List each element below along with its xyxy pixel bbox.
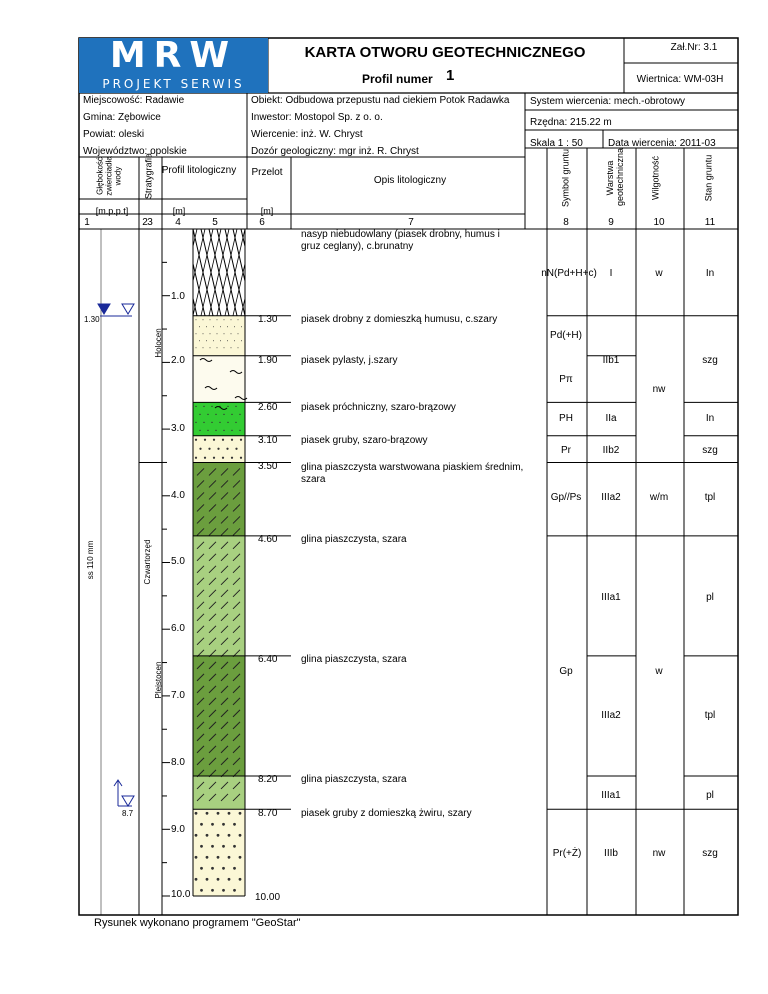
dot-mark xyxy=(227,340,228,341)
dot-mark xyxy=(200,867,203,870)
hatch-line xyxy=(281,229,301,316)
col-przelot: Przelot xyxy=(251,167,283,178)
dot-mark xyxy=(228,856,231,859)
layer-state: szg xyxy=(702,848,718,859)
dot-mark xyxy=(210,319,211,320)
hatch-line xyxy=(281,229,301,316)
layer-state: pl xyxy=(706,592,714,603)
dot-mark xyxy=(223,430,224,431)
layer-state: szg xyxy=(702,445,718,456)
hatch-line xyxy=(169,229,189,316)
profile-label: Profil numer xyxy=(362,72,433,86)
elevation: Rzędna: 215.22 m xyxy=(530,117,612,128)
dot-mark xyxy=(238,319,239,320)
hatch-line xyxy=(257,229,277,316)
layer-state: tpl xyxy=(704,710,716,721)
dot-mark xyxy=(195,856,198,859)
dot-mark xyxy=(203,333,204,334)
hatch-line xyxy=(161,229,181,316)
dot-mark xyxy=(227,406,228,407)
col-depth-water: Głębokość zwierciadła wody xyxy=(95,156,123,196)
page-title: KARTA OTWORU GEOTECHNICZNEGO xyxy=(304,44,586,61)
layer-geotech: IIb1 xyxy=(602,355,620,366)
dot-mark xyxy=(239,414,240,415)
layer-symbol: PH xyxy=(559,413,573,424)
dot-mark xyxy=(222,823,225,826)
dot-mark xyxy=(204,439,206,441)
dot-mark xyxy=(200,845,203,848)
voivodeship: Województwo: opolskie xyxy=(83,146,187,157)
object: Obiekt: Odbudowa przepustu nad ciekiem Potok Radawka xyxy=(251,95,510,106)
dot-mark xyxy=(199,430,200,431)
layer-description: piasek drobny z domieszką humusu, c.szary xyxy=(301,314,498,325)
borehole-rig: Wiertnica: WM-03H xyxy=(636,74,724,85)
dot-mark xyxy=(233,867,236,870)
layer-geotech: IIa xyxy=(605,413,617,424)
dot-mark xyxy=(222,457,224,459)
dot-mark xyxy=(207,414,208,415)
unit-mppt: [m.p.p.t] xyxy=(95,206,129,216)
dot-mark xyxy=(231,319,232,320)
water-triangle-open xyxy=(122,796,134,806)
layer-depth: 8.70 xyxy=(258,808,278,819)
layer-description: glina piaszczysta, szara xyxy=(301,534,407,545)
col-layer: Warstwa geotechniczna xyxy=(605,147,625,206)
dot-mark xyxy=(220,326,221,327)
dot-mark xyxy=(222,845,225,848)
lithology-fill xyxy=(193,809,245,896)
mrw-logo xyxy=(79,35,268,93)
dot-mark xyxy=(211,422,212,423)
strat-czwartorzed: Czwartorzęd xyxy=(143,539,152,585)
hatch-line xyxy=(273,229,293,316)
dot-mark xyxy=(213,457,215,459)
dot-mark xyxy=(231,430,232,431)
scale-tick: 7.0 xyxy=(171,690,185,701)
layer-state: In xyxy=(705,268,715,279)
dot-mark xyxy=(195,422,196,423)
hatch-line xyxy=(153,229,173,316)
dot-mark xyxy=(217,347,218,348)
dot-mark xyxy=(199,414,200,415)
layer-depth: 4.60 xyxy=(258,534,278,545)
dot-mark xyxy=(228,812,231,815)
lithology-fill xyxy=(193,656,245,776)
dot-mark xyxy=(239,856,242,859)
scale: Skala 1 : 50 xyxy=(530,138,583,149)
layer-moisture: w xyxy=(655,268,663,279)
dot-mark xyxy=(233,823,236,826)
scale-tick: 2.0 xyxy=(171,355,185,366)
lithology-fill xyxy=(193,776,245,809)
scale-tick: 4.0 xyxy=(171,490,185,501)
dot-mark xyxy=(213,439,215,441)
strat-plejstocen: Plejstocen xyxy=(154,661,163,699)
dot-mark xyxy=(239,812,242,815)
layer-depth: 2.60 xyxy=(258,402,278,413)
layer-moisture: nw xyxy=(652,848,666,859)
col-symbol: Symbol gruntu xyxy=(560,148,571,208)
dot-mark xyxy=(206,878,209,881)
layer-description: glina piaszczysta, szara xyxy=(301,774,407,785)
dot-mark xyxy=(231,439,233,441)
col-number: 7 xyxy=(408,217,414,228)
county: Powiat: oleski xyxy=(83,129,145,140)
water-level-1: 1.30 xyxy=(84,315,100,324)
hatch-line xyxy=(153,229,173,316)
dot-mark xyxy=(235,406,236,407)
layer-description: piasek pylasty, j.szary xyxy=(301,355,398,366)
col-profile: Profil litologiczny xyxy=(161,165,237,176)
dot-mark xyxy=(217,333,218,334)
commune: Gmina: Zębowice xyxy=(83,112,161,123)
logo-subtext: PROJEKT SERWIS xyxy=(102,77,245,91)
scale-tick: 3.0 xyxy=(171,423,185,434)
dot-mark xyxy=(223,414,224,415)
scale-tick: 1.0 xyxy=(171,291,185,302)
drilling-date: Data wiercenia: 2011-03 xyxy=(608,138,716,149)
hatch-line xyxy=(257,229,277,316)
dot-mark xyxy=(211,406,212,407)
dot-mark xyxy=(211,889,214,892)
dot-mark xyxy=(217,878,220,881)
investor: Inwestor: Mostopol Sp. z o. o. xyxy=(251,112,383,123)
layer-moisture: w/m xyxy=(649,492,669,503)
dot-mark xyxy=(235,448,237,450)
dot-mark xyxy=(200,823,203,826)
scale-tick: 5.0 xyxy=(171,556,185,567)
dot-mark xyxy=(200,889,203,892)
layer-symbol: Gp//Ps xyxy=(550,492,582,503)
dot-mark xyxy=(217,834,220,837)
dot-mark xyxy=(240,457,242,459)
dot-mark xyxy=(222,867,225,870)
layer-depth: 8.20 xyxy=(258,774,278,785)
dot-mark xyxy=(196,319,197,320)
dot-mark xyxy=(228,834,231,837)
col-number: 4 xyxy=(175,217,181,228)
dot-mark xyxy=(222,889,225,892)
lithology-fill xyxy=(193,536,245,656)
scale-tick: 9.0 xyxy=(171,824,185,835)
lithology-fill xyxy=(193,402,245,435)
layer-geotech: IIIa2 xyxy=(601,492,621,503)
dot-mark xyxy=(210,347,211,348)
dot-mark xyxy=(199,448,201,450)
col-moisture: Wilgotność xyxy=(650,155,661,201)
dot-mark xyxy=(239,430,240,431)
unit-profile: [m] xyxy=(172,206,186,216)
layer-geotech: IIIa2 xyxy=(601,710,621,721)
col-number: 5 xyxy=(212,217,218,228)
scale-tick: 10.0 xyxy=(171,889,191,900)
layer-description: piasek gruby z domieszką żwiru, szary xyxy=(301,808,472,819)
profile-number: 1 xyxy=(446,67,455,84)
dot-mark xyxy=(224,347,225,348)
water-triangle-filled xyxy=(98,304,110,314)
dot-mark xyxy=(211,845,214,848)
dot-mark xyxy=(195,406,196,407)
layer-description: piasek próchniczny, szaro-brązowy xyxy=(301,402,456,413)
layer-moisture: nw xyxy=(652,384,666,395)
dot-mark xyxy=(231,457,233,459)
layer-state: szg xyxy=(702,355,718,366)
layer-geotech: IIb2 xyxy=(602,445,620,456)
attachment-number: Zał.Nr: 3.1 xyxy=(670,42,718,53)
col-number: 9 xyxy=(608,217,614,228)
layer-description: glina piaszczysta warstwowana piaskiem średnim, szara xyxy=(301,462,524,485)
dot-mark xyxy=(195,439,197,441)
layer-geotech: IIIa1 xyxy=(601,790,621,801)
dot-mark xyxy=(195,457,197,459)
dot-mark xyxy=(206,856,209,859)
dot-mark xyxy=(222,439,224,441)
col-number: 11 xyxy=(704,217,716,228)
dot-mark xyxy=(195,812,198,815)
col-number: 3 xyxy=(147,217,153,228)
col-number: 1 xyxy=(84,217,90,228)
dot-mark xyxy=(233,845,236,848)
dot-mark xyxy=(203,347,204,348)
layer-state: In xyxy=(705,413,715,424)
drill-system: System wiercenia: mech.-obrotowy xyxy=(530,96,686,107)
lithology-fill xyxy=(193,316,245,356)
hatch-line xyxy=(249,229,269,316)
layer-depth: 3.50 xyxy=(258,461,278,472)
dot-mark xyxy=(228,878,231,881)
dot-mark xyxy=(195,834,198,837)
dot-mark xyxy=(211,867,214,870)
hatch-line xyxy=(265,229,285,316)
layer-symbol: Pπ xyxy=(559,374,573,385)
dot-mark xyxy=(199,340,200,341)
dot-mark xyxy=(241,326,242,327)
layer-symbol: Pd(+H) xyxy=(550,330,582,341)
col-stratigraphy: Stratygrafia xyxy=(143,152,154,200)
dot-mark xyxy=(241,340,242,341)
dot-mark xyxy=(219,422,220,423)
dot-mark xyxy=(231,347,232,348)
col-number: 10 xyxy=(653,217,665,228)
layer-description: piasek gruby, szaro-brązowy xyxy=(301,435,428,446)
driller: Wiercenie: inż. W. Chryst xyxy=(251,129,363,140)
lithology-fill xyxy=(193,356,245,403)
layer-moisture: w xyxy=(655,666,663,677)
dot-mark xyxy=(195,878,198,881)
hatch-line xyxy=(169,229,189,316)
layer-depth: 1.90 xyxy=(258,355,278,366)
col-number: 2 xyxy=(142,217,148,228)
dot-mark xyxy=(204,457,206,459)
dot-mark xyxy=(239,878,242,881)
dot-mark xyxy=(240,439,242,441)
dot-mark xyxy=(203,422,204,423)
dot-mark xyxy=(213,326,214,327)
dot-mark xyxy=(217,856,220,859)
dot-mark xyxy=(206,812,209,815)
dot-mark xyxy=(206,834,209,837)
hatch-line xyxy=(249,229,269,316)
layer-depth: 3.10 xyxy=(258,435,278,446)
dot-mark xyxy=(234,326,235,327)
layer-state: pl xyxy=(706,790,714,801)
dot-mark xyxy=(238,347,239,348)
layer-geotech: I xyxy=(609,268,613,279)
layer-depth: 1.30 xyxy=(258,314,278,325)
dot-mark xyxy=(199,326,200,327)
dot-mark xyxy=(203,319,204,320)
dot-mark xyxy=(196,347,197,348)
scale-tick: 6.0 xyxy=(171,623,185,634)
col-number: 6 xyxy=(259,217,265,228)
layer-symbol: Pr xyxy=(561,445,571,456)
col-number: 8 xyxy=(563,217,569,228)
lithology-fill xyxy=(193,462,245,535)
location: Miejscowość: Radawie xyxy=(83,95,185,106)
dot-mark xyxy=(215,414,216,415)
dot-mark xyxy=(203,406,204,407)
dot-mark xyxy=(208,448,210,450)
dot-mark xyxy=(231,333,232,334)
layer-depth: 6.40 xyxy=(258,654,278,665)
layer-symbol: Pr(+Ż) xyxy=(552,848,582,859)
col-description: Opis litologiczny xyxy=(373,175,447,186)
hatch-line xyxy=(265,229,285,316)
layer-geotech: IIIa1 xyxy=(601,592,621,603)
scale-tick: 8.0 xyxy=(171,757,185,768)
dot-mark xyxy=(224,319,225,320)
col-state: Stan gruntu xyxy=(703,154,714,202)
layer-symbol: nN(Pd+H+c) xyxy=(541,268,597,279)
dot-mark xyxy=(215,430,216,431)
casing-label: ss 110 mm xyxy=(86,540,95,580)
dot-mark xyxy=(220,340,221,341)
dot-mark xyxy=(227,326,228,327)
unit-przelot: [m] xyxy=(260,206,274,216)
dot-mark xyxy=(217,812,220,815)
dot-mark xyxy=(207,430,208,431)
water-level-2: 8.7 xyxy=(122,809,134,818)
strat-holocen: Holocen xyxy=(154,328,163,358)
dot-mark xyxy=(226,448,228,450)
layer-description: glina piaszczysta, szara xyxy=(301,654,407,665)
dot-mark xyxy=(196,333,197,334)
dot-mark xyxy=(239,834,242,837)
dot-mark xyxy=(231,414,232,415)
layer-state: tpl xyxy=(704,492,716,503)
dot-mark xyxy=(234,340,235,341)
water-triangle-open xyxy=(122,304,134,314)
dot-mark xyxy=(235,422,236,423)
layer-description: nasyp niebudowlany (piasek drobny, humus i gruz ceglany), c.brunatny xyxy=(301,229,500,252)
layer-symbol: Gp xyxy=(559,666,573,677)
hatch-line xyxy=(273,229,293,316)
dot-mark xyxy=(206,326,207,327)
dot-mark xyxy=(211,823,214,826)
layer-geotech: IIIb xyxy=(604,848,618,859)
supervisor: Dozór geologiczny: mgr inż. R. Chryst xyxy=(251,146,419,157)
dot-mark xyxy=(217,448,219,450)
dot-mark xyxy=(213,340,214,341)
dot-mark xyxy=(224,333,225,334)
logo-text: MRW xyxy=(109,35,238,76)
end-depth: 10.00 xyxy=(255,892,281,903)
dot-mark xyxy=(238,333,239,334)
dot-mark xyxy=(227,422,228,423)
dot-mark xyxy=(206,340,207,341)
hatch-line xyxy=(161,229,181,316)
dot-mark xyxy=(210,333,211,334)
footer-note: Rysunek wykonano programem "GeoStar" xyxy=(94,917,301,929)
dot-mark xyxy=(233,889,236,892)
dot-mark xyxy=(217,319,218,320)
